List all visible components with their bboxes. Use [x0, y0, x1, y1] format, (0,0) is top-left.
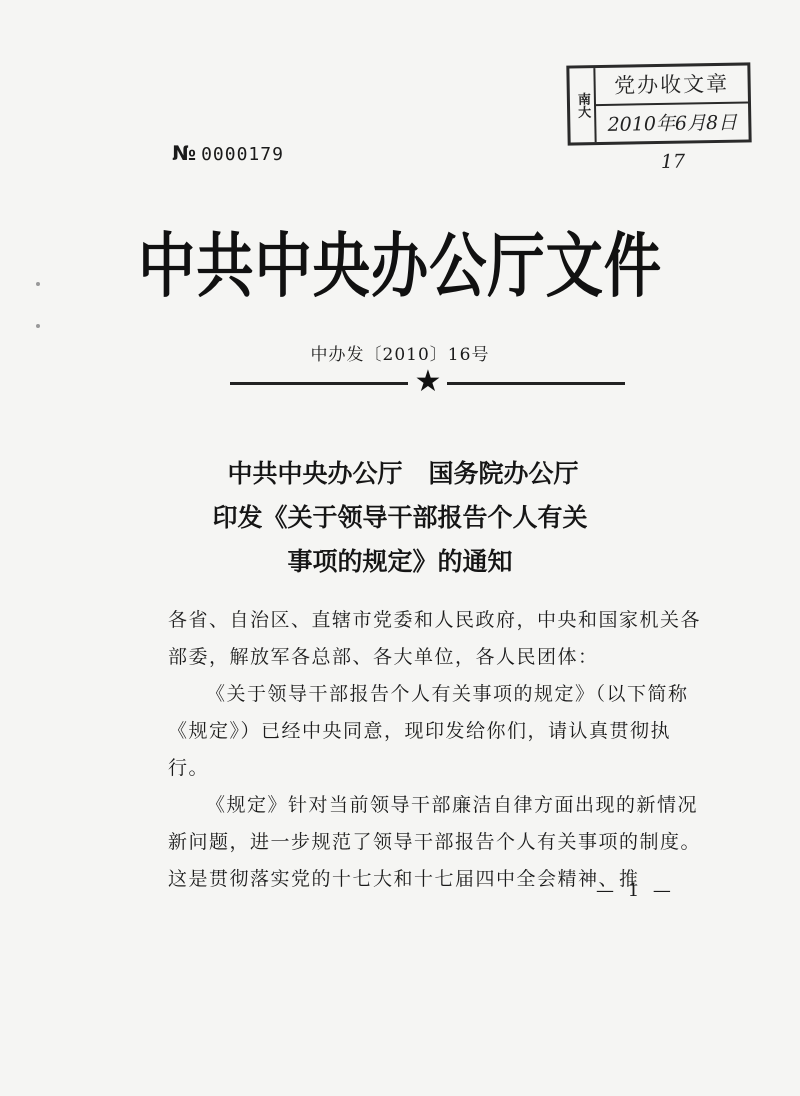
title-issuer-2: 国务院办公厅: [428, 459, 579, 488]
serial-prefix: №: [172, 141, 198, 165]
stamp-side-label: 南大: [569, 68, 596, 142]
masthead-title: 中共中央办公厅文件: [138, 225, 662, 307]
title-line-2: 印发《关于领导干部报告个人有关: [212, 503, 588, 532]
star-icon: ★: [414, 364, 442, 399]
notice-title: [0, 452, 800, 584]
serial-value: 0000179: [201, 144, 284, 165]
serial-number: [172, 141, 284, 165]
addressees: 各省、自治区、直辖市党委和人民政府，中央和国家机关各部委，解放军各总部、各大单位，各人民团体：: [168, 609, 702, 668]
title-line-1: [0, 452, 800, 496]
body-paragraph-2: 《规定》针对当前领导干部廉洁自律方面出现的新情况新问题，进一步规范了领导干部报告个人有关事项的制度。这是贯彻落实党的十七大和十七届四中全会精神、推: [168, 794, 702, 890]
stamp-title: 党办收文章: [595, 65, 748, 106]
divider-line-left: [230, 382, 408, 385]
body-paragraph-1: 《关于领导干部报告个人有关事项的规定》（以下简称《规定》）已经中央同意，现印发给你们，请认真贯彻执行。: [168, 683, 689, 779]
notice-body: [168, 602, 703, 898]
title-line-3: 事项的规定》的通知: [287, 547, 513, 576]
document-number: 中办发〔2010〕16号: [310, 345, 490, 365]
receipt-stamp: [566, 62, 751, 173]
red-header-divider: [230, 364, 625, 399]
divider-line-right: [447, 382, 625, 385]
title-issuer-1: 中共中央办公厅: [227, 459, 403, 488]
punch-mark: [36, 324, 40, 328]
punch-mark: [36, 282, 40, 286]
page-number: — 1 —: [596, 880, 675, 901]
stamp-date: 2010年6月8日17: [607, 111, 738, 173]
